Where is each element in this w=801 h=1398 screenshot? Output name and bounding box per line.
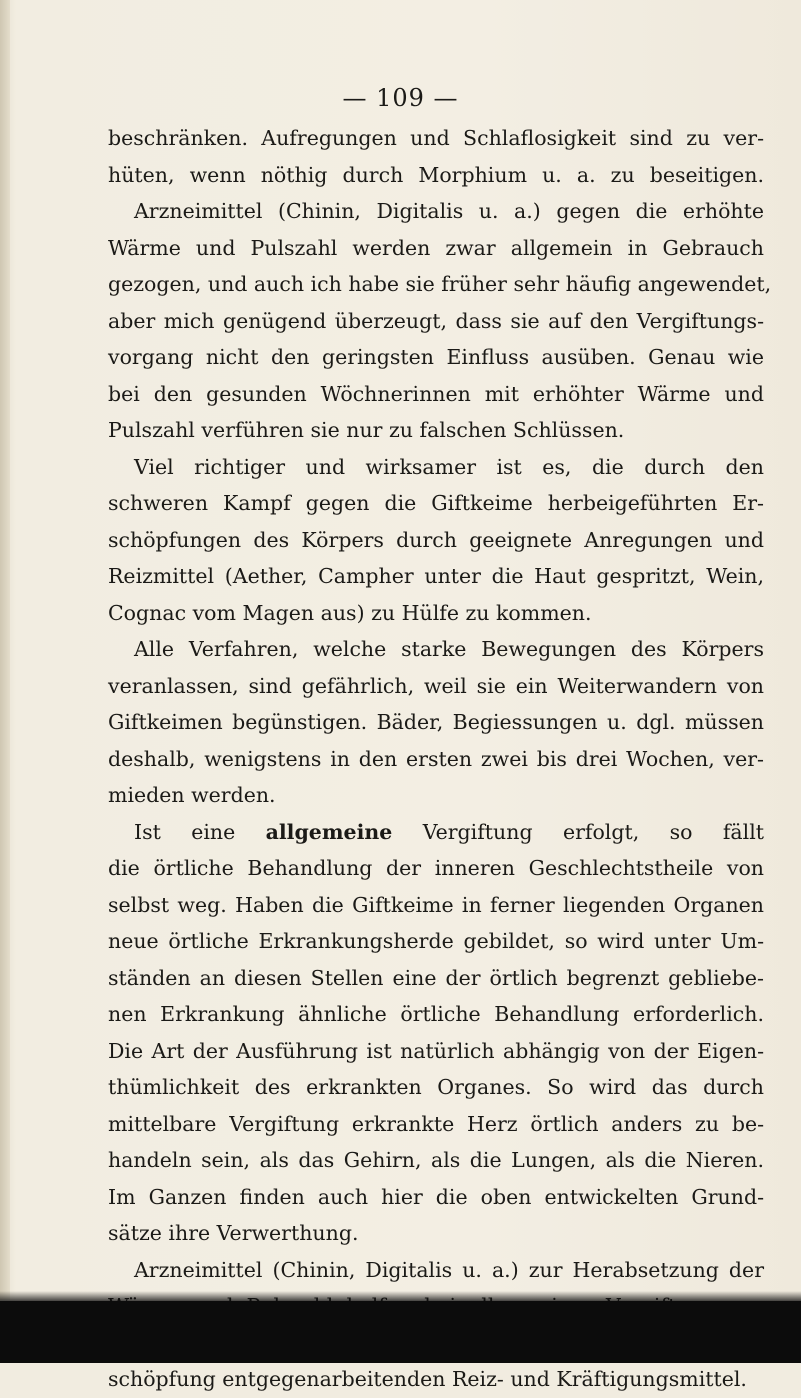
text-line: Cognac vom Magen aus) zu Hülfe zu kommen. bbox=[108, 600, 592, 625]
page-number: — 109 — bbox=[342, 84, 459, 112]
text-line: ständen an diesen Stellen eine der örtlich begrenzt gebliebe- bbox=[108, 965, 764, 990]
text-line: beschränken. Aufregungen und Schlaflosigkeit sind zu ver- bbox=[108, 126, 764, 150]
text-line: Arzneimittel (Chinin, Digitalis u. a.) gegen die erhöhte bbox=[134, 199, 764, 223]
text-line bbox=[108, 814, 764, 851]
text-line: sätze ihre Verwerthung. bbox=[108, 1221, 359, 1245]
text-line: Die Art der Ausführung ist natürlich abhängig von der Eigen- bbox=[108, 1038, 764, 1063]
text-segment: Vergiftung erfolgt, so fällt bbox=[392, 819, 764, 844]
text-line: hüten, wenn nöthig durch Morphium u. a. zu beseitigen. bbox=[108, 162, 764, 187]
body-text bbox=[108, 120, 772, 1398]
text-line: handeln sein, als das Gehirn, als die Lungen, als die Nieren. bbox=[108, 1148, 764, 1172]
text-line: selbst weg. Haben die Giftkeime in ferner liegenden Organen bbox=[108, 892, 764, 917]
text-line: bei den gesunden Wöchnerinnen mit erhöhter Wärme und bbox=[108, 381, 764, 406]
text-line: schweren Kampf gegen die Giftkeime herbeigeführten Er- bbox=[108, 491, 764, 515]
text-line: Wärme und Pulszahl werden zwar allgemein in Gebrauch bbox=[108, 235, 764, 260]
text-segment: Ist eine bbox=[134, 819, 266, 844]
text-line: gezogen, und auch ich habe sie früher sehr häufig angewendet, bbox=[108, 272, 772, 296]
emphasized-word: allgemeine bbox=[265, 819, 393, 844]
text-line: Alle Verfahren, welche starke Bewegungen des Körpers bbox=[134, 637, 764, 661]
text-line: vorgang nicht den geringsten Einfluss ausüben. Genau wie bbox=[108, 345, 764, 369]
text-line: aber mich genügend überzeugt, dass sie auf den Vergiftungs- bbox=[108, 308, 764, 333]
text-line: mittelbare Vergiftung erkrankte Herz örtlich anders zu be- bbox=[108, 1111, 764, 1136]
binding-edge bbox=[0, 0, 10, 1300]
text-line: schöpfungen des Körpers durch geeignete Anregungen und bbox=[108, 527, 764, 552]
text-line: Arzneimittel (Chinin, Digitalis u. a.) zur Herabsetzung der bbox=[134, 1257, 764, 1282]
text-line: Pulszahl verführen sie nur zu falschen Schlüssen. bbox=[108, 418, 625, 442]
text-line: die örtliche Behandlung der inneren Geschlechtstheile von bbox=[108, 856, 764, 880]
text-line: nen Erkrankung ähnliche örtliche Behandlung erforderlich. bbox=[108, 1002, 764, 1026]
scan-bottom-edge bbox=[0, 1301, 801, 1363]
text-line: mieden werden. bbox=[108, 783, 276, 807]
text-line: schöpfung entgegenarbeitenden Reiz- und Kräftigungsmittel. bbox=[108, 1367, 747, 1391]
text-line: Giftkeimen begünstigen. Bäder, Begiessungen u. dgl. müssen bbox=[108, 710, 764, 734]
text-line: veranlassen, sind gefährlich, weil sie ein Weiterwandern von bbox=[108, 673, 764, 698]
text-line: deshalb, wenigstens in den ersten zwei bis drei Wochen, ver- bbox=[108, 746, 764, 771]
text-line: Reizmittel (Aether, Campher unter die Haut gespritzt, Wein, bbox=[108, 564, 764, 588]
text-line: thümlichkeit des erkrankten Organes. So wird das durch bbox=[108, 1075, 764, 1099]
text-line: neue örtliche Erkrankungsherde gebildet, so wird unter Um- bbox=[108, 929, 764, 953]
text-line: Viel richtiger und wirksamer ist es, die durch den bbox=[134, 454, 764, 479]
text-line: Im Ganzen finden auch hier die oben entwickelten Grund- bbox=[108, 1184, 764, 1209]
